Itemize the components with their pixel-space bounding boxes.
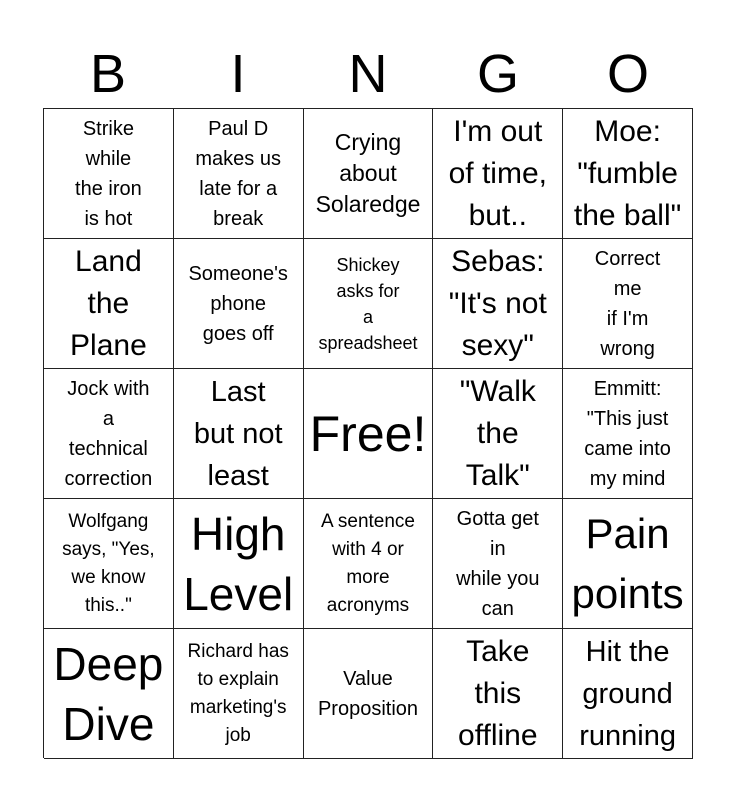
bingo-cell[interactable] [44,109,174,239]
cell-text: Deep Dive [53,637,164,750]
cell-text: Strike while the iron is hot [75,117,142,230]
cell-text: Wolfgang says, "Yes, we know this.." [62,510,155,616]
cell-text: Moe: "fumble the ball" [573,114,682,232]
bingo-row [44,239,693,369]
cell-text: High Level [183,507,294,620]
bingo-cell[interactable] [563,629,693,759]
cell-text: Hit the ground running [579,635,676,752]
cell-text: Shickey asks for a spreadsheet [318,254,418,353]
bingo-cell[interactable] [304,629,434,759]
header-letter-n: N [348,44,388,104]
cell-text: A sentence with 4 or more acronyms [320,510,415,616]
bingo-cell[interactable] [563,499,693,629]
cell-text: Correct me if I'm wrong [594,247,661,360]
bingo-cell[interactable] [174,109,304,239]
bingo-cell[interactable] [304,499,434,629]
bingo-cell[interactable] [563,369,693,499]
bingo-cell[interactable] [433,629,563,759]
cell-text: Free! [309,405,427,462]
bingo-cell[interactable] [44,499,174,629]
bingo-cell[interactable] [433,369,563,499]
bingo-cell[interactable] [563,239,693,369]
bingo-cell[interactable] [433,499,563,629]
bingo-cell[interactable] [433,109,563,239]
bingo-cell[interactable] [44,239,174,369]
cell-text: I'm out of time, but.. [448,114,547,232]
bingo-header [43,40,693,108]
bingo-row [44,629,693,759]
cell-text: Paul D makes us late for a break [195,117,281,230]
header-letter-i: I [230,44,246,104]
cell-text: "Walk the Talk" [459,374,536,492]
bingo-cell[interactable] [563,109,693,239]
cell-text: Someone's phone goes off [188,262,288,345]
bingo-cell[interactable] [174,499,304,629]
cell-text: Gotta get in while you can [456,507,540,620]
cell-text: Jock with a technical correction [64,377,153,490]
bingo-cell[interactable] [44,629,174,759]
cell-text: Richard has to explain marketing's job [187,640,289,746]
cell-text: Value Proposition [317,667,419,720]
cell-text: Sebas: "It's not sexy" [448,244,547,362]
free-space[interactable] [304,369,434,499]
header-letter-o: O [606,44,649,104]
cell-text: Last but not least [193,375,283,492]
bingo-row [44,499,693,629]
bingo-cell[interactable] [174,239,304,369]
bingo-row [44,369,693,499]
bingo-grid [43,108,693,758]
bingo-cell[interactable] [433,239,563,369]
bingo-cell[interactable] [174,629,304,759]
bingo-cell[interactable] [304,239,434,369]
bingo-cell[interactable] [174,369,304,499]
cell-text: Pain points [571,509,684,617]
cell-text: Land the Plane [70,244,147,362]
cell-text: Crying about Solaredge [315,129,421,217]
header-letter-g: G [476,44,519,104]
bingo-cell[interactable] [304,109,434,239]
cell-text: Emmitt: "This just came into my mind [584,377,671,490]
header-letter-b: B [89,44,127,104]
bingo-row [44,109,693,239]
bingo-cell[interactable] [44,369,174,499]
cell-text: Take this offline [458,634,538,752]
